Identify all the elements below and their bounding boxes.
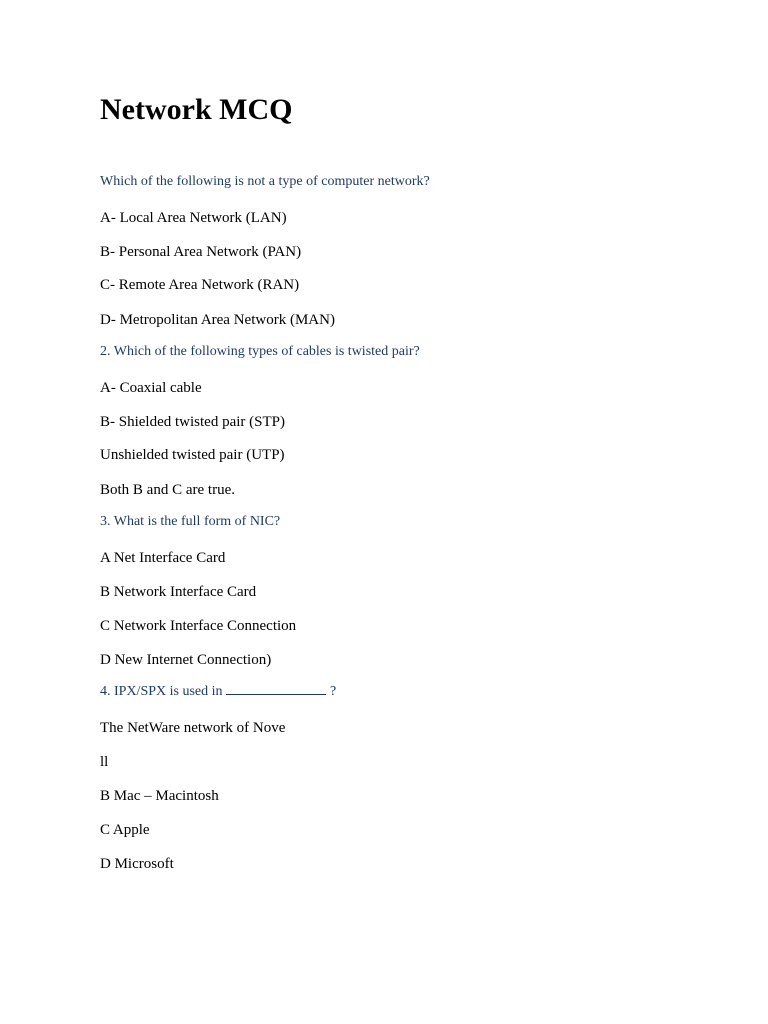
question-1-option-a: A- Local Area Network (LAN) [100,210,287,226]
question-2-option-a: A- Coaxial cable [100,380,202,396]
question-2-option-b: B- Shielded twisted pair (STP) [100,414,285,430]
question-4-option-a-continued: ll [100,754,109,770]
question-4-option-c: C Apple [100,822,150,838]
question-4-option-d: D Microsoft [100,856,174,872]
question-1-option-d: D- Metropolitan Area Network (MAN) [100,312,335,328]
page-title: Network MCQ [100,93,293,126]
question-2-option-d: Both B and C are true. [100,482,235,498]
question-4-text: 4. IPX/SPX is used in [100,684,223,699]
question-4-option-b: B Mac – Macintosh [100,788,219,804]
answer-blank [226,682,326,695]
question-2-text: 2. Which of the following types of cables is twisted pair? [100,344,420,359]
question-2-option-c: Unshielded twisted pair (UTP) [100,447,285,463]
question-4-line [100,682,336,702]
question-1-option-b: B- Personal Area Network (PAN) [100,244,302,260]
question-3-option-a: A Net Interface Card [100,550,226,566]
question-1-text: Which of the following is not a type of computer network? [100,174,430,189]
question-4-option-a: The NetWare network of Nove [100,720,286,736]
question-3-option-b: B Network Interface Card [100,584,257,600]
question-3-text: 3. What is the full form of NIC? [100,514,281,529]
question-3-option-d: D New Internet Connection) [100,652,272,668]
question-4-suffix: ? [330,684,337,699]
question-1-option-c: C- Remote Area Network (RAN) [100,277,300,293]
question-3-option-c: C Network Interface Connection [100,618,297,634]
